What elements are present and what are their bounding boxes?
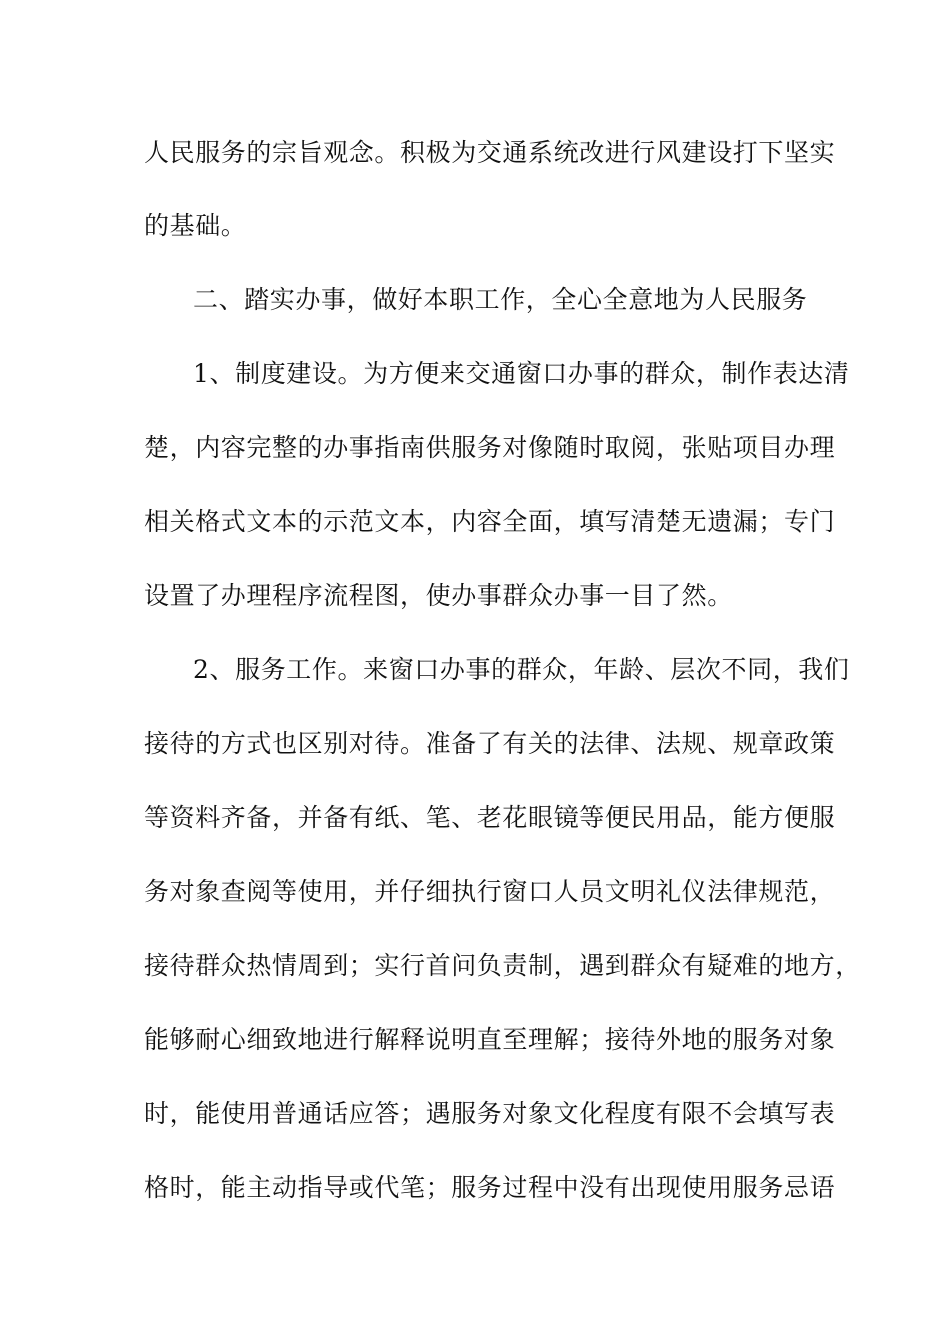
body-text-line: 格时，能主动指导或代笔；服务过程中没有出现使用服务忌语	[144, 1173, 836, 1202]
body-text-line: 接待群众热情周到；实行首问负责制，遇到群众有疑难的地方，	[144, 951, 861, 980]
section-heading: 二、踏实办事，做好本职工作，全心全意地为人民服务	[193, 285, 808, 314]
body-text-line: 1、制度建设。为方便来交通窗口办事的群众，制作表达清	[193, 359, 850, 388]
body-text-line: 设置了办理程序流程图，使办事群众办事一目了然。	[144, 581, 733, 610]
body-text-line: 的基础。	[144, 211, 247, 240]
body-text-line: 相关格式文本的示范文本，内容全面，填写清楚无遗漏；专门	[144, 507, 836, 536]
body-text-line: 务对象查阅等使用，并仔细执行窗口人员文明礼仪法律规范，	[144, 877, 836, 906]
body-text-line: 能够耐心细致地进行解释说明直至理解；接待外地的服务对象	[144, 1025, 836, 1054]
body-text-line: 接待的方式也区别对待。准备了有关的法律、法规、规章政策	[144, 729, 836, 758]
body-text-line: 等资料齐备，并备有纸、笔、老花眼镜等便民用品，能方便服	[144, 803, 836, 832]
body-text-line: 时，能使用普通话应答；遇服务对象文化程度有限不会填写表	[144, 1099, 836, 1128]
body-text-line: 楚，内容完整的办事指南供服务对像随时取阅，张贴项目办理	[144, 433, 836, 462]
body-text-line: 2、服务工作。来窗口办事的群众，年龄、层次不同，我们	[193, 655, 850, 684]
body-text-line: 人民服务的宗旨观念。积极为交通系统改进行风建设打下坚实	[144, 138, 836, 167]
